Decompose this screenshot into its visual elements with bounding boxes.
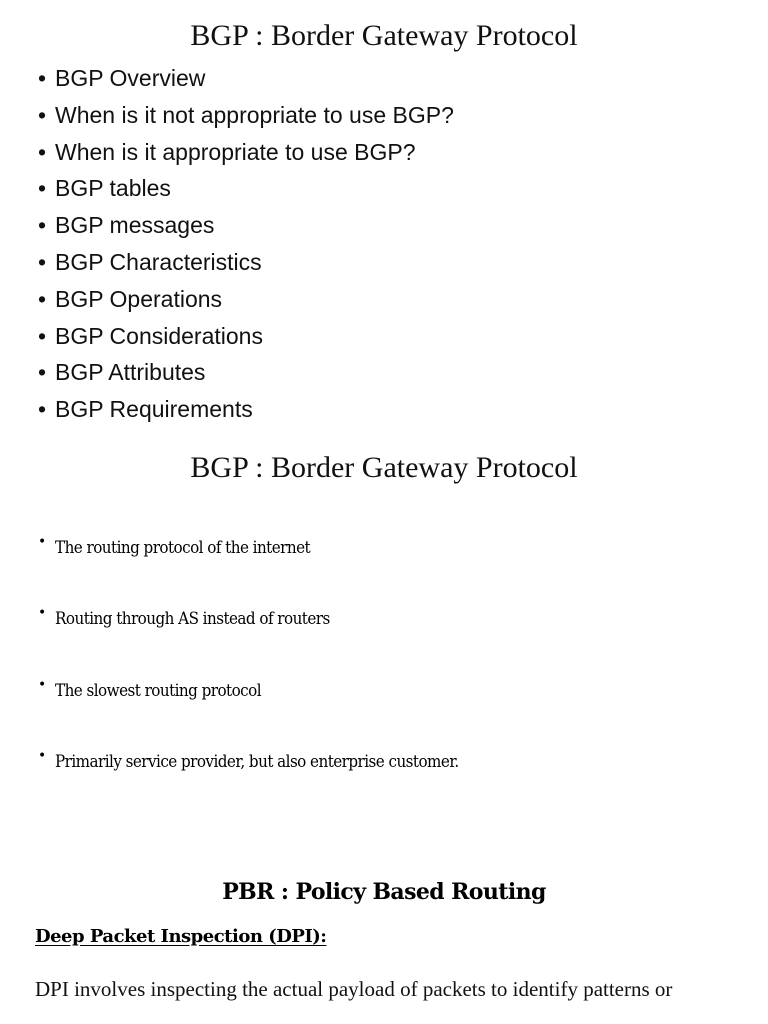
- list-item-label: BGP messages: [55, 212, 215, 239]
- list-item: [38, 318, 454, 355]
- list-item-label: BGP Operations: [55, 285, 223, 312]
- list-item: [38, 605, 494, 680]
- bgp-topic-list: [38, 60, 454, 428]
- list-item: [38, 60, 454, 97]
- list-item: [38, 97, 454, 134]
- list-item: [38, 170, 454, 207]
- bullet-icon: •: [38, 248, 47, 275]
- bullet-icon: •: [38, 396, 47, 423]
- list-item-label: BGP tables: [55, 175, 171, 202]
- list-item-label: The routing protocol of the internet: [55, 538, 311, 557]
- list-item-label: Primarily service provider, but also enterprise customer.: [55, 751, 459, 771]
- list-item: [38, 747, 494, 823]
- list-item: [38, 534, 494, 609]
- slide-title-bgp-overview: BGP : Border Gateway Protocol: [190, 19, 578, 52]
- bullet-icon: •: [38, 322, 47, 349]
- bgp-key-points: [38, 534, 494, 823]
- bullet-icon: •: [38, 605, 47, 622]
- bullet-icon: •: [38, 359, 47, 386]
- list-item-label: BGP Considerations: [55, 322, 263, 349]
- bullet-icon: •: [38, 101, 47, 128]
- dpi-paragraph: DPI involves inspecting the actual payload of packets to identify patterns or: [35, 977, 673, 1001]
- subheading-dpi: Deep Packet Inspection (DPI):: [35, 926, 327, 947]
- list-item-label: Routing through AS instead of routers: [55, 609, 330, 629]
- list-item: [38, 281, 454, 318]
- bullet-icon: •: [38, 212, 47, 239]
- list-item: [38, 244, 454, 281]
- bullet-icon: •: [38, 676, 47, 693]
- bullet-icon: •: [38, 747, 47, 764]
- bullet-icon: •: [38, 65, 47, 91]
- list-item-label: The slowest routing protocol: [55, 680, 262, 700]
- list-item: [38, 676, 494, 752]
- list-item-label: BGP Overview: [55, 65, 206, 91]
- bullet-icon: •: [38, 534, 47, 550]
- slide-title-bgp-points: BGP : Border Gateway Protocol: [190, 451, 578, 484]
- list-item: [38, 354, 454, 391]
- list-item-label: BGP Characteristics: [55, 248, 262, 275]
- list-item-label: BGP Requirements: [55, 396, 253, 423]
- bullet-icon: •: [38, 175, 47, 202]
- list-item-label: BGP Attributes: [55, 359, 206, 386]
- list-item: [38, 207, 454, 244]
- bullet-icon: •: [38, 138, 47, 165]
- list-item-label: When is it not appropriate to use BGP?: [55, 101, 454, 128]
- bullet-icon: •: [38, 285, 47, 312]
- list-item: [38, 391, 454, 428]
- list-item-label: When is it appropriate to use BGP?: [55, 138, 416, 165]
- list-item: [38, 134, 454, 171]
- section-title-pbr: PBR : Policy Based Routing: [222, 879, 546, 905]
